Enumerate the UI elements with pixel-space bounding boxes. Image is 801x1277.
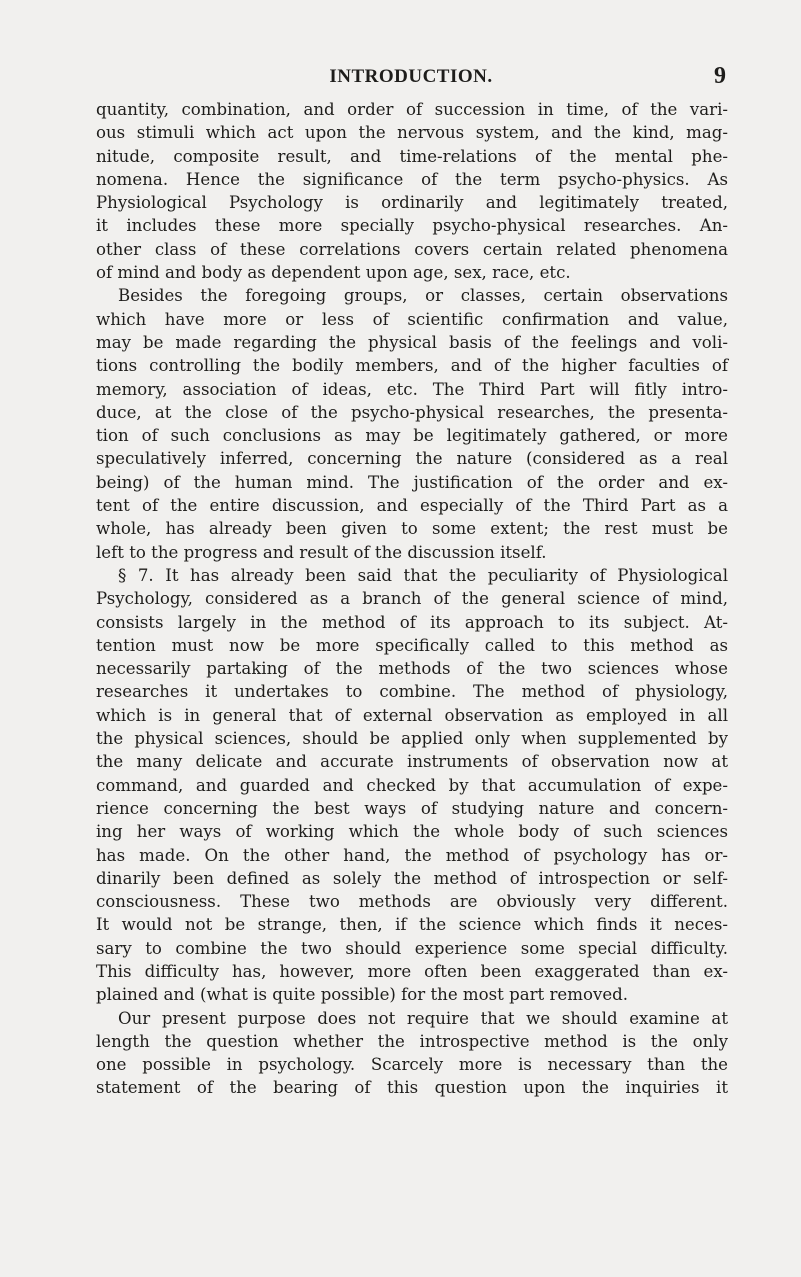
text-line: tion of such conclusions as may be legitimately gathered, or more [96,426,728,446]
text-line: memory, association of ideas, etc. The Third Part will fitly intro- [96,379,728,399]
text-line: has made. On the other hand, the method of psychology has or- [96,845,728,865]
text-line: quantity, combination, and order of succession in time, of the vari- [96,100,728,119]
text-line: tention must now be more specifically called to this method as [96,635,728,655]
text-line: being) of the human mind. The justification of the order and ex- [96,472,728,492]
text-line: Besides the foregoing groups, or classes, certain observations [118,286,728,306]
text-line: speculatively inferred, concerning the nature (considered as a real [96,449,728,469]
text-line: may be made regarding the physical basis of the feelings and voli- [96,332,728,352]
text-line: dinarily been defined as solely the method of introspection or self- [96,868,728,888]
text-line: ing her ways of working which the whole body of such sciences [96,822,728,842]
text-line: tent of the entire discussion, and especially of the Third Part as a [96,496,728,516]
text-line: length the question whether the introspective method is the only [96,1031,728,1051]
text-line: nitude, composite result, and time-relations of the mental phe- [96,146,728,166]
text-line: statement of the bearing of this question upon the inquiries it [96,1078,728,1098]
text-line: one possible in psychology. Scarcely more is necessary than the [96,1055,728,1075]
text-line: of mind and body as dependent upon age, sex, race, etc. [96,263,571,283]
running-head [96,63,726,90]
text-line: duce, at the close of the psycho-physical researches, the presenta- [96,402,728,422]
text-line: This difficulty has, however, more often been exaggerated than ex- [96,961,728,981]
text-line: researches it undertakes to combine. The method of physiology, [96,682,728,702]
text-line: the physical sciences, should be applied only when supplemented by [96,729,728,749]
text-line: § 7. It has already been said that the peculiarity of Physiological [118,565,728,585]
text-line: ous stimuli which act upon the nervous system, and the kind, mag- [96,123,728,143]
text-line: Psychology, considered as a branch of the general science of mind, [96,589,728,609]
text-line: necessarily partaking of the methods of the two sciences whose [96,659,728,679]
text-line: Our present purpose does not require that we should examine at [118,1008,728,1028]
text-line: tions controlling the bodily members, and of the higher faculties of [96,356,728,376]
text-line: consists largely in the method of its approach to its subject. At- [96,612,728,632]
text-line: It would not be strange, then, if the science which finds it neces- [96,915,728,935]
body-text [96,98,728,1100]
text-line: the many delicate and accurate instruments of observation now at [96,752,728,772]
text-line: consciousness. These two methods are obviously very different. [96,892,728,912]
text-line: left to the progress and result of the discussion itself. [96,542,547,562]
text-line: plained and (what is quite possible) for the most part removed. [96,985,629,1005]
running-title: INTRODUCTION. [329,66,493,87]
text-line: sary to combine the two should experience some special difficulty. [96,938,728,958]
text-line: which is in general that of external observation as employed in all [96,705,728,725]
text-line: nomena. Hence the significance of the term psycho-physics. As [96,169,728,189]
text-line: other class of these correlations covers certain related phenomena [96,239,728,259]
text-line: rience concerning the best ways of studying nature and concern- [96,798,728,818]
text-line: whole, has already been given to some extent; the rest must be [96,519,728,539]
page-number: 9 [714,63,726,89]
text-line: which have more or less of scientific confirmation and value, [96,309,728,329]
text-line: command, and guarded and checked by that accumulation of expe- [96,775,728,795]
text-line: it includes these more specially psycho-physical researches. An- [96,216,728,236]
text-line: Physiological Psychology is ordinarily and legitimately treated, [96,193,728,213]
